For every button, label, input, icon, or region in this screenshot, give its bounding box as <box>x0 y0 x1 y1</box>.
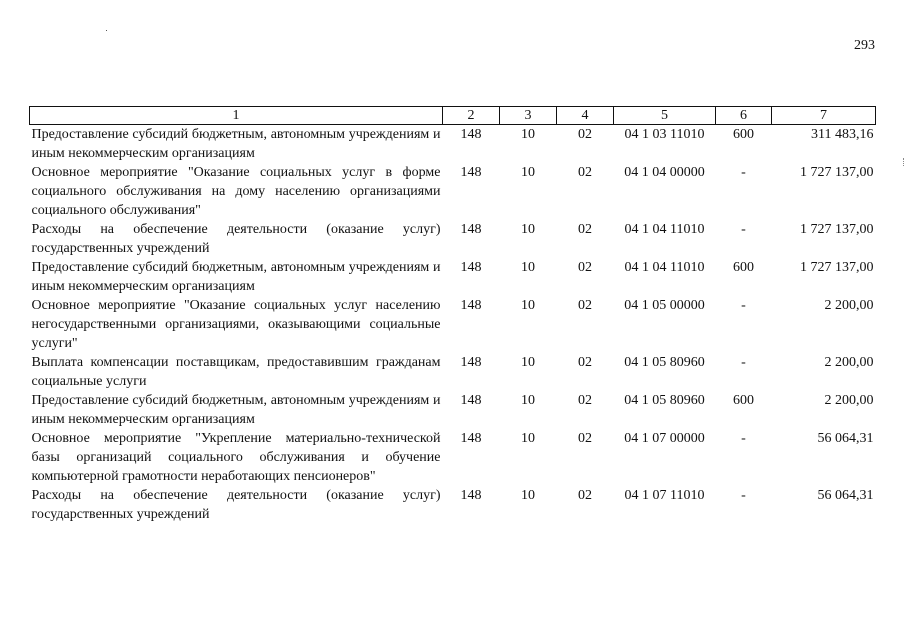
row-admin-code: 148 <box>460 488 482 503</box>
table-row <box>30 486 876 524</box>
row-target-article: 04 1 05 80960 <box>624 393 705 408</box>
row-expense-type: 600 <box>733 127 754 142</box>
row-subsection: 02 <box>578 127 592 142</box>
row-subsection: 02 <box>578 260 592 275</box>
row-subsection: 02 <box>578 355 592 370</box>
row-section: 10 <box>521 355 535 370</box>
row-section: 10 <box>521 165 535 180</box>
row-name: Предоставление субсидий бюджетным, автономным учреждениям и иным некоммерческим организациям <box>31 260 441 294</box>
table-row <box>30 163 876 220</box>
table-row <box>30 391 876 429</box>
row-name: Основное мероприятие "Оказание социальных услуг в форме социального обслуживания на дому населению организациями социального обслуживания" <box>31 165 441 218</box>
row-admin-code: 148 <box>460 260 482 275</box>
row-admin-code: 148 <box>460 298 482 313</box>
row-admin-code: 148 <box>460 431 482 446</box>
row-subsection: 02 <box>578 431 592 446</box>
row-admin-code: 148 <box>460 222 482 237</box>
row-amount: 2 200,00 <box>824 298 874 313</box>
row-amount: 56 064,31 <box>817 488 874 503</box>
table-row <box>30 220 876 258</box>
table-row <box>30 353 876 391</box>
header-col-3: 3 <box>500 107 557 125</box>
budget-table <box>29 106 876 524</box>
row-amount: 311 483,16 <box>811 127 874 142</box>
row-amount: 56 064,31 <box>817 431 874 446</box>
row-expense-type: 600 <box>733 260 754 275</box>
row-expense-type: - <box>741 298 746 313</box>
row-amount: 1 727 137,00 <box>800 165 874 180</box>
row-name: Предоставление субсидий бюджетным, автономным учреждениям и иным некоммерческим организациям <box>31 393 441 427</box>
row-admin-code: 148 <box>460 393 482 408</box>
row-section: 10 <box>521 393 535 408</box>
row-target-article: 04 1 05 00000 <box>624 298 705 313</box>
table-row <box>30 258 876 296</box>
row-name: Основное мероприятие "Оказание социальных услуг населению негосударственными организациями, оказывающими социальные услуги" <box>31 298 441 351</box>
row-amount: 2 200,00 <box>824 355 874 370</box>
row-subsection: 02 <box>578 298 592 313</box>
row-section: 10 <box>521 431 535 446</box>
table-header <box>30 107 876 125</box>
row-section: 10 <box>521 127 535 142</box>
row-amount: 1 727 137,00 <box>800 222 874 237</box>
table-body <box>30 125 876 525</box>
table-row <box>30 125 876 164</box>
row-expense-type: - <box>741 165 746 180</box>
row-target-article: 04 1 04 11010 <box>624 222 705 237</box>
header-col-1: 1 <box>30 107 443 125</box>
row-subsection: 02 <box>578 222 592 237</box>
row-target-article: 04 1 04 00000 <box>624 165 705 180</box>
row-subsection: 02 <box>578 488 592 503</box>
row-section: 10 <box>521 298 535 313</box>
row-target-article: 04 1 03 11010 <box>624 127 705 142</box>
row-expense-type: 600 <box>733 393 754 408</box>
scan-speck <box>106 30 107 31</box>
row-section: 10 <box>521 488 535 503</box>
row-admin-code: 148 <box>460 355 482 370</box>
row-target-article: 04 1 04 11010 <box>624 260 705 275</box>
row-name: Предоставление субсидий бюджетным, автономным учреждениям и иным некоммерческим организациям <box>31 127 441 161</box>
header-row <box>30 107 876 125</box>
row-subsection: 02 <box>578 393 592 408</box>
row-name: Расходы на обеспечение деятельности (оказание услуг) государственных учреждений <box>31 222 441 256</box>
row-admin-code: 148 <box>460 165 482 180</box>
row-expense-type: - <box>741 355 746 370</box>
row-section: 10 <box>521 260 535 275</box>
header-col-5: 5 <box>614 107 716 125</box>
header-col-6: 6 <box>716 107 772 125</box>
table-row <box>30 429 876 486</box>
row-target-article: 04 1 07 11010 <box>624 488 705 503</box>
row-target-article: 04 1 07 00000 <box>624 431 705 446</box>
header-col-2: 2 <box>443 107 500 125</box>
table-row <box>30 296 876 353</box>
row-subsection: 02 <box>578 165 592 180</box>
header-col-7: 7 <box>772 107 876 125</box>
page-number: 293 <box>854 38 875 53</box>
row-amount: 1 727 137,00 <box>800 260 874 275</box>
header-col-4: 4 <box>557 107 614 125</box>
row-section: 10 <box>521 222 535 237</box>
row-expense-type: - <box>741 488 746 503</box>
row-admin-code: 148 <box>460 127 482 142</box>
row-expense-type: - <box>741 431 746 446</box>
row-name: Выплата компенсации поставщикам, предоставившим гражданам социальные услуги <box>31 355 441 389</box>
row-name: Основное мероприятие "Укрепление материально-технической базы организаций социального обслуживания и обучение компьютерной грамотности неработающих пенсионеров" <box>31 431 441 484</box>
row-target-article: 04 1 05 80960 <box>624 355 705 370</box>
row-expense-type: - <box>741 222 746 237</box>
row-amount: 2 200,00 <box>824 393 874 408</box>
row-name: Расходы на обеспечение деятельности (оказание услуг) государственных учреждений <box>31 488 441 522</box>
